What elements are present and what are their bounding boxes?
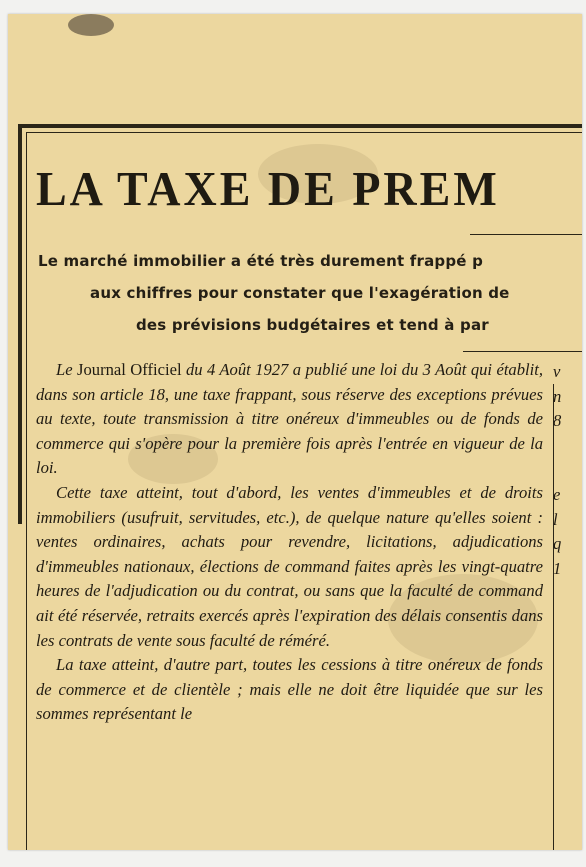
edge-fragment [553, 458, 575, 483]
subheadline-line-3: des prévisions budgétaires et tend à par [136, 316, 489, 334]
article-text: du 4 Août 1927 a publié une loi du 3 Août qui établit, dans son article 18, une taxe frappant, sous réserve des exceptions prévues au texte, toute transmission à titre onéreux d'immeubles ou de fonds de commerce qui s'opère pour la première fois après l'entrée en vigueur de la loi. [36, 360, 543, 478]
article-paragraph-2: Cette taxe atteint, tout d'abord, les ventes d'immeubles et de droits immobiliers (usufruit, servitudes, etc.), de quelque nature qu'elles soient : ventes ordinaires, achats pour revendre, licitations, adjudications d'immeubles nationaux, élections de command faites après les vingt-quatre heures de l'adjudication ou du contrat, ou sans que la faculté de command ait été réservée, retraits exercés après l'expiration des délais consentis dans les contrats de vente sous faculté de réméré. [36, 482, 543, 650]
publication-name: Journal Officiel [77, 360, 182, 379]
edge-fragment: 1 [553, 558, 562, 578]
article-paragraph-3: La taxe atteint, d'autre part, toutes les cessions à titre onéreux de fonds de commerce et de clientèle ; mais elle ne doit être liquidée que sur les sommes représentant le [36, 655, 543, 724]
edge-fragment: 8 [553, 411, 562, 431]
edge-fragment [553, 434, 575, 459]
edge-fragment: n [553, 386, 562, 406]
subheadline-rule [463, 351, 582, 352]
article-body [36, 358, 543, 727]
paper-stain [68, 14, 114, 36]
next-column-fragments [553, 360, 575, 581]
edge-fragment: l [553, 509, 558, 529]
headline-rule [470, 234, 582, 235]
subheadline-line-1: Le marché immobilier a été très durement frappé p [38, 252, 484, 270]
article-paragraph-1 [36, 358, 543, 481]
subheadline-line-2: aux chiffres pour constater que l'exagération de [90, 284, 510, 302]
frame-left-inner-border [26, 132, 27, 850]
frame-top-border [18, 124, 582, 128]
headline: LA TAXE DE PREM [36, 161, 500, 216]
edge-fragment: e [553, 484, 561, 504]
edge-fragment: q [553, 534, 562, 554]
article-text: Le [56, 360, 78, 379]
edge-fragment: v [553, 362, 561, 381]
frame-left-border [18, 124, 22, 524]
frame-top-inner-border [26, 132, 582, 133]
